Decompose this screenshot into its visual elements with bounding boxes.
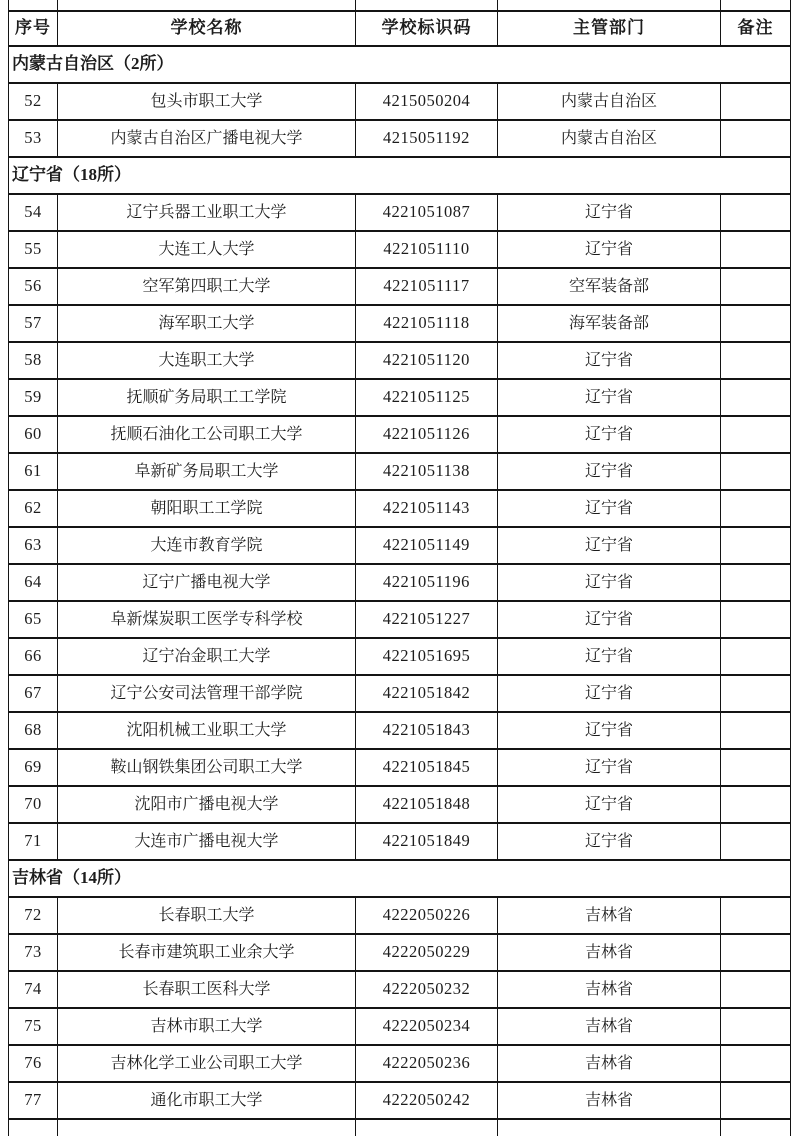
- cell-no: 73: [9, 934, 58, 971]
- table-row: [9, 1082, 791, 1119]
- partial-cell: [721, 1120, 791, 1136]
- cell-dept: 吉林省: [498, 1082, 721, 1119]
- cell-no: 77: [9, 1082, 58, 1119]
- cell-no: 65: [9, 601, 58, 638]
- cell-note: [721, 83, 791, 120]
- cell-note: [721, 527, 791, 564]
- cell-dept: 辽宁省: [498, 194, 721, 231]
- cell-note: [721, 305, 791, 342]
- cell-dept: 辽宁省: [498, 342, 721, 379]
- section-title: 吉林省（14所）: [9, 860, 791, 897]
- partial-cell: [721, 0, 791, 10]
- table-row: [9, 601, 791, 638]
- cell-note: [721, 1082, 791, 1119]
- cell-code: 4221051845: [356, 749, 498, 786]
- partial-cell: [58, 1120, 356, 1136]
- cell-code: 4222050236: [356, 1045, 498, 1082]
- cell-no: 53: [9, 120, 58, 157]
- cell-code: 4221051126: [356, 416, 498, 453]
- cell-no: 62: [9, 490, 58, 527]
- partial-cell: [9, 0, 58, 10]
- table-row: [9, 897, 791, 934]
- cell-no: 58: [9, 342, 58, 379]
- cell-note: [721, 1008, 791, 1045]
- table-row: [9, 638, 791, 675]
- cell-note: [721, 971, 791, 1008]
- cell-dept: 辽宁省: [498, 638, 721, 675]
- partial-cell: [356, 0, 498, 10]
- cell-dept: 内蒙古自治区: [498, 120, 721, 157]
- partial-row: [9, 1120, 791, 1136]
- cell-no: 69: [9, 749, 58, 786]
- partial-cell: [356, 1120, 498, 1136]
- table-row: [9, 342, 791, 379]
- table-row: [9, 379, 791, 416]
- cell-name: 辽宁冶金职工大学: [58, 638, 356, 675]
- cell-no: 60: [9, 416, 58, 453]
- cell-code: 4221051143: [356, 490, 498, 527]
- cell-code: 4221051848: [356, 786, 498, 823]
- cell-name: 鞍山钢铁集团公司职工大学: [58, 749, 356, 786]
- cell-note: [721, 638, 791, 675]
- cell-code: 4222050232: [356, 971, 498, 1008]
- table-row: [9, 120, 791, 157]
- cell-code: 4221051843: [356, 712, 498, 749]
- cell-no: 66: [9, 638, 58, 675]
- table-row: [9, 1045, 791, 1082]
- cell-no: 71: [9, 823, 58, 860]
- table-header: [9, 11, 791, 46]
- cell-code: 4221051117: [356, 268, 498, 305]
- table-row: [9, 194, 791, 231]
- table-row: [9, 823, 791, 860]
- cell-note: [721, 268, 791, 305]
- header-cell-no: 序号: [9, 11, 58, 46]
- cell-dept: 辽宁省: [498, 675, 721, 712]
- document-page: [8, 0, 792, 1136]
- cell-name: 辽宁兵器工业职工大学: [58, 194, 356, 231]
- cell-dept: 内蒙古自治区: [498, 83, 721, 120]
- section-header-row: [9, 157, 791, 194]
- table-row: [9, 490, 791, 527]
- cell-note: [721, 453, 791, 490]
- cell-code: 4222050242: [356, 1082, 498, 1119]
- partial-row: [9, 0, 791, 10]
- cell-name: 吉林化学工业公司职工大学: [58, 1045, 356, 1082]
- cell-note: [721, 823, 791, 860]
- partial-cell: [58, 0, 356, 10]
- table-row: [9, 268, 791, 305]
- header-cell-code: 学校标识码: [356, 11, 498, 46]
- cell-note: [721, 231, 791, 268]
- cell-note: [721, 1045, 791, 1082]
- table-row: [9, 83, 791, 120]
- cell-dept: 吉林省: [498, 1008, 721, 1045]
- cell-code: 4221051138: [356, 453, 498, 490]
- cell-name: 阜新矿务局职工大学: [58, 453, 356, 490]
- cell-dept: 辽宁省: [498, 416, 721, 453]
- cell-dept: 辽宁省: [498, 712, 721, 749]
- table-row: [9, 231, 791, 268]
- cell-name: 长春职工医科大学: [58, 971, 356, 1008]
- bottom-partial-row: [8, 1120, 791, 1136]
- cell-no: 54: [9, 194, 58, 231]
- table-row: [9, 453, 791, 490]
- cell-dept: 辽宁省: [498, 749, 721, 786]
- cell-name: 吉林市职工大学: [58, 1008, 356, 1045]
- cell-name: 空军第四职工大学: [58, 268, 356, 305]
- cell-code: 4221051227: [356, 601, 498, 638]
- table-row: [9, 564, 791, 601]
- table-row: [9, 527, 791, 564]
- table-row: [9, 749, 791, 786]
- cell-name: 大连市广播电视大学: [58, 823, 356, 860]
- cell-note: [721, 786, 791, 823]
- table-row: [9, 786, 791, 823]
- cell-code: 4221051125: [356, 379, 498, 416]
- cell-no: 56: [9, 268, 58, 305]
- cell-no: 74: [9, 971, 58, 1008]
- cell-code: 4221051120: [356, 342, 498, 379]
- cell-no: 72: [9, 897, 58, 934]
- cell-name: 辽宁广播电视大学: [58, 564, 356, 601]
- cell-name: 大连职工大学: [58, 342, 356, 379]
- cell-dept: 辽宁省: [498, 601, 721, 638]
- partial-cell: [498, 0, 721, 10]
- cell-note: [721, 194, 791, 231]
- cell-code: 4221051118: [356, 305, 498, 342]
- cell-note: [721, 934, 791, 971]
- table-body: [9, 46, 791, 1119]
- table-row: [9, 934, 791, 971]
- cell-name: 包头市职工大学: [58, 83, 356, 120]
- cell-code: 4221051842: [356, 675, 498, 712]
- cell-name: 阜新煤炭职工医学专科学校: [58, 601, 356, 638]
- cell-no: 57: [9, 305, 58, 342]
- table-row: [9, 712, 791, 749]
- cell-no: 59: [9, 379, 58, 416]
- cell-dept: 辽宁省: [498, 823, 721, 860]
- cell-note: [721, 897, 791, 934]
- cell-name: 通化市职工大学: [58, 1082, 356, 1119]
- table-row: [9, 1008, 791, 1045]
- cell-code: 4222050226: [356, 897, 498, 934]
- cell-note: [721, 120, 791, 157]
- table-row: [9, 675, 791, 712]
- header-cell-dept: 主管部门: [498, 11, 721, 46]
- cell-no: 63: [9, 527, 58, 564]
- cell-code: 4222050234: [356, 1008, 498, 1045]
- cell-name: 长春职工大学: [58, 897, 356, 934]
- partial-cell: [498, 1120, 721, 1136]
- cell-code: 4215051192: [356, 120, 498, 157]
- cell-name: 海军职工大学: [58, 305, 356, 342]
- cell-name: 长春市建筑职工业余大学: [58, 934, 356, 971]
- cell-no: 70: [9, 786, 58, 823]
- cell-name: 抚顺石油化工公司职工大学: [58, 416, 356, 453]
- cell-dept: 辽宁省: [498, 231, 721, 268]
- cell-code: 4221051087: [356, 194, 498, 231]
- cell-code: 4215050204: [356, 83, 498, 120]
- cell-code: 4221051149: [356, 527, 498, 564]
- cell-dept: 辽宁省: [498, 564, 721, 601]
- cell-dept: 辽宁省: [498, 379, 721, 416]
- header-row: [9, 11, 791, 46]
- cell-code: 4221051196: [356, 564, 498, 601]
- section-header-row: [9, 860, 791, 897]
- section-header-row: [9, 46, 791, 83]
- cell-name: 沈阳市广播电视大学: [58, 786, 356, 823]
- cell-dept: 吉林省: [498, 1045, 721, 1082]
- cell-code: 4221051695: [356, 638, 498, 675]
- cell-name: 内蒙古自治区广播电视大学: [58, 120, 356, 157]
- school-list-table: [8, 10, 791, 1120]
- cell-dept: 辽宁省: [498, 453, 721, 490]
- cell-note: [721, 712, 791, 749]
- cell-dept: 空军装备部: [498, 268, 721, 305]
- cell-code: 4222050229: [356, 934, 498, 971]
- cell-no: 75: [9, 1008, 58, 1045]
- cell-note: [721, 675, 791, 712]
- cell-no: 55: [9, 231, 58, 268]
- table-row: [9, 971, 791, 1008]
- cell-no: 64: [9, 564, 58, 601]
- cell-no: 61: [9, 453, 58, 490]
- cell-dept: 海军装备部: [498, 305, 721, 342]
- header-cell-name: 学校名称: [58, 11, 356, 46]
- cell-name: 大连市教育学院: [58, 527, 356, 564]
- cell-no: 68: [9, 712, 58, 749]
- table-row: [9, 305, 791, 342]
- cell-note: [721, 749, 791, 786]
- cell-name: 大连工人大学: [58, 231, 356, 268]
- cell-no: 76: [9, 1045, 58, 1082]
- section-title: 内蒙古自治区（2所）: [9, 46, 791, 83]
- table-row: [9, 416, 791, 453]
- cell-name: 沈阳机械工业职工大学: [58, 712, 356, 749]
- cell-note: [721, 601, 791, 638]
- cell-dept: 吉林省: [498, 897, 721, 934]
- cell-dept: 辽宁省: [498, 786, 721, 823]
- cell-name: 朝阳职工工学院: [58, 490, 356, 527]
- cell-name: 抚顺矿务局职工工学院: [58, 379, 356, 416]
- cell-note: [721, 416, 791, 453]
- cell-dept: 吉林省: [498, 934, 721, 971]
- cell-dept: 吉林省: [498, 971, 721, 1008]
- section-title: 辽宁省（18所）: [9, 157, 791, 194]
- cell-dept: 辽宁省: [498, 527, 721, 564]
- cell-code: 4221051849: [356, 823, 498, 860]
- cell-note: [721, 379, 791, 416]
- top-partial-row: [8, 0, 791, 10]
- cell-note: [721, 490, 791, 527]
- cell-note: [721, 342, 791, 379]
- cell-no: 52: [9, 83, 58, 120]
- cell-note: [721, 564, 791, 601]
- cell-name: 辽宁公安司法管理干部学院: [58, 675, 356, 712]
- partial-cell: [9, 1120, 58, 1136]
- cell-code: 4221051110: [356, 231, 498, 268]
- cell-no: 67: [9, 675, 58, 712]
- cell-dept: 辽宁省: [498, 490, 721, 527]
- header-cell-note: 备注: [721, 11, 791, 46]
